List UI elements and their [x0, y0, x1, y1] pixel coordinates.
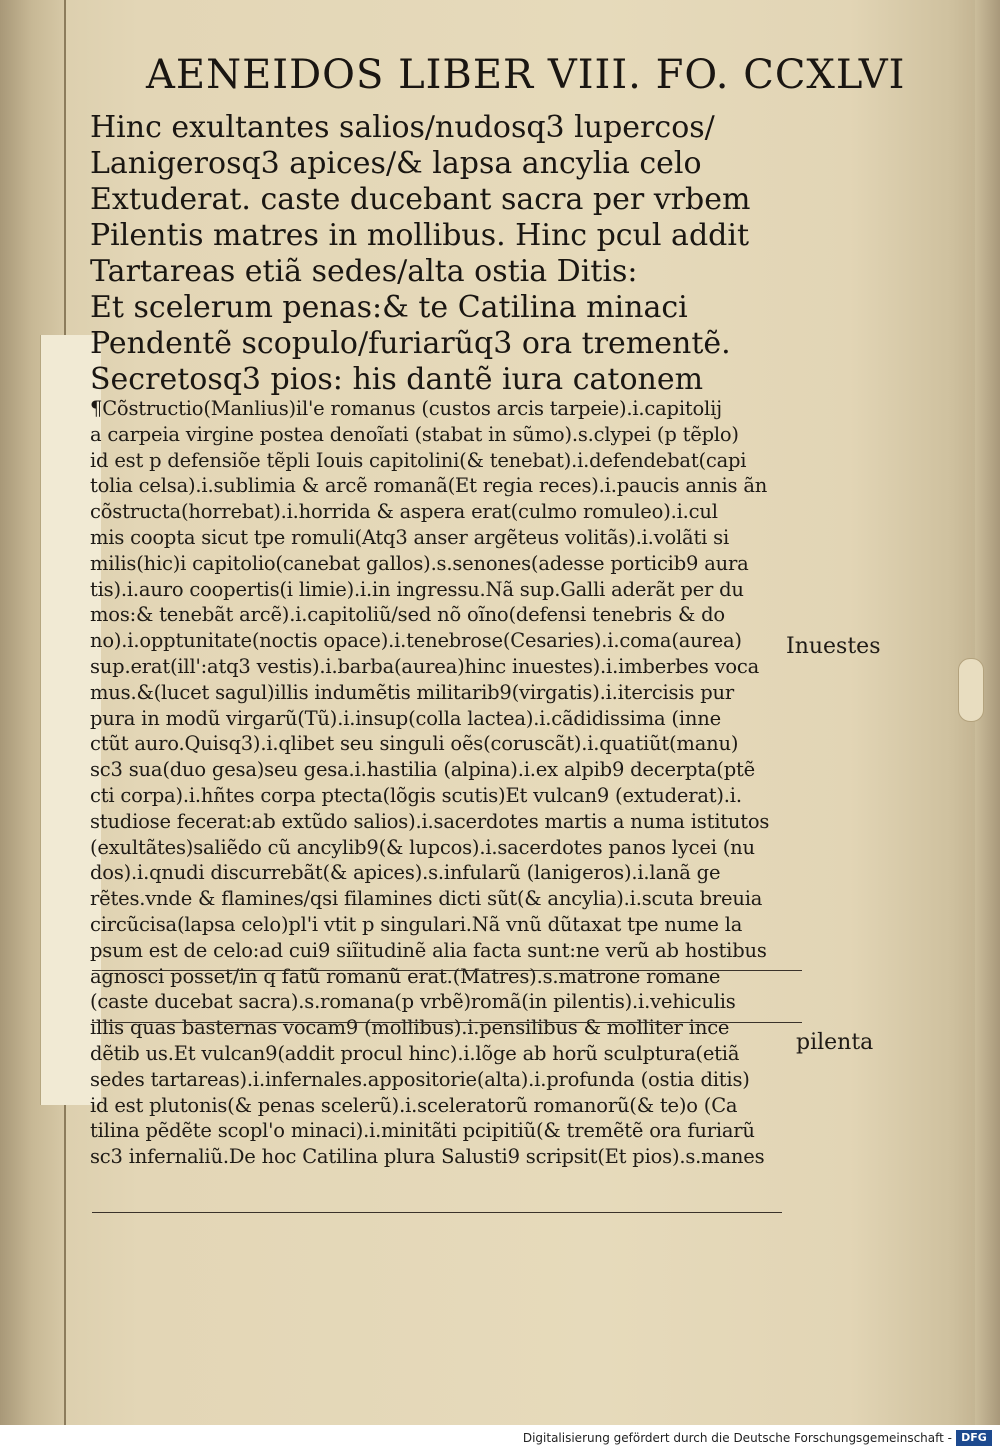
- commentary-line: no).i.opptunitate(noctis opace).i.tenebrose(Cesaries).i.coma(aurea): [90, 629, 742, 653]
- verse-line: Et scelerum penas:& te Catilina minaci: [90, 290, 688, 325]
- margin-note-pilenta: pilenta: [796, 1030, 874, 1055]
- commentary-line: rẽtes.vnde & flamines/qsi filamines dicti sũt(& ancylia).i.scuta breuia: [90, 887, 763, 911]
- running-header: AENEIDOS LIBER VIII. FO. CCXLVI: [146, 52, 906, 98]
- verse-line: Pendentẽ scopulo/furiarũq3 ora trementẽ.: [90, 326, 731, 361]
- commentary-line: id est p defensiõe tẽpli Iouis capitolini(& tenebat).i.defendebat(capi: [90, 448, 747, 472]
- footer-credit: Digitalisierung gefördert durch die Deutsche Forschungsgemeinschaft -: [522, 1431, 952, 1445]
- commentary-line: dos).i.qnudi discurrebãt(& apices).s.infularũ (lanigeros).i.lanã ge: [90, 861, 721, 885]
- verse-block: [90, 110, 751, 398]
- commentary-line: a carpeia virgine postea denoĩati (stabat in sũmo).s.clypei (p tẽplo): [90, 422, 739, 446]
- commentary-line: tis).i.auro coopertis(i limie).i.in ingressu.Nã sup.Galli aderãt per du: [90, 577, 744, 601]
- commentary-line: studiose fecerat:ab extũdo salios).i.sacerdotes martis a numa istitutos: [90, 809, 770, 833]
- commentary-line: mis coopta sicut tpe romuli(Atq3 anser argẽteus volitãs).i.volãti si: [90, 525, 729, 549]
- commentary-line: sc3 infernaliũ.De hoc Catilina plura Salusti9 scripsit(Et pios).s.manes: [90, 1145, 765, 1169]
- underline-rule: [92, 970, 802, 971]
- margin-note-inuestes: Inuestes: [786, 634, 881, 659]
- commentary-line: illis quas basternas vocam9 (mollibus).i.pensilibus & molliter ince: [90, 1016, 730, 1040]
- underline-rule: [92, 1022, 802, 1023]
- commentary-line: tolia celsa).i.sublimia & arcẽ romanã(Et regia reces).i.paucis annis ãn: [90, 474, 768, 498]
- commentary-line: psum est de celo:ad cui9 siĩitudinẽ alia facta sunt:ne verũ ab hostibus: [90, 938, 767, 962]
- commentary-line: tilina pẽdẽte scopl'o minaci).i.minitãti pcipitiũ(& tremẽtẽ ora furiarũ: [90, 1119, 755, 1143]
- commentary-line: sc3 sua(duo gesa)seu gesa.i.hastilia (alpina).i.ex alpib9 decerpta(ptẽ: [90, 758, 755, 782]
- commentary-line: sup.erat(ill':atq3 vestis).i.barba(aurea)hinc inuestes).i.imberbes voca: [90, 654, 760, 678]
- commentary-line: milis(hic)i capitolio(canebat gallos).s.senones(adesse porticib9 aura: [90, 551, 749, 575]
- underline-rule: [92, 1212, 782, 1213]
- commentary-line: dẽtib us.Et vulcan9(addit procul hinc).i.lõge ab horũ sculptura(etiã: [90, 1041, 740, 1065]
- dfg-logo: DFG: [956, 1430, 992, 1446]
- commentary-line: sedes tartareas).i.infernales.appositorie(alta).i.profunda (ostia ditis): [90, 1067, 750, 1091]
- commentary-line: pura in modũ virgarũ(Tũ).i.insup(colla lactea).i.cãdidissima (inne: [90, 706, 721, 730]
- verse-line: Tartareas etiã sedes/alta ostia Ditis:: [90, 254, 638, 289]
- page-tab-marker: [958, 658, 984, 722]
- commentary-line: (exultãtes)saliẽdo cũ ancylib9(& lupcos).i.sacerdotes panos lycei (nu: [90, 835, 755, 859]
- verse-line: Extuderat. caste ducebant sacra per vrbem: [90, 182, 751, 217]
- commentary-line: mos:& tenebãt arcẽ).i.capitoliũ/sed nõ oĩno(defensi tenebris & do: [90, 603, 725, 627]
- verse-line: Hinc exultantes salios/nudosq3 lupercos/: [90, 110, 715, 145]
- verse-line: Lanigerosq3 apices/& lapsa ancylia celo: [90, 146, 702, 181]
- verse-line: Pilentis matres in mollibus. Hinc pcul addit: [90, 218, 750, 253]
- verse-line: Secretosq3 pios: his dantẽ iura catonem: [90, 362, 704, 397]
- commentary-line: ctũt auro.Quisq3).i.qlibet seu singuli oẽs(coruscãt).i.quatiũt(manu): [90, 732, 739, 756]
- commentary-line: cti corpa).i.hñtes corpa ptecta(lõgis scutis)Et vulcan9 (extuderat).i.: [90, 783, 742, 807]
- commentary-block: [90, 396, 790, 1170]
- footer-bar: [0, 1425, 1000, 1452]
- commentary-line: circũcisa(lapsa celo)pl'i vtit p singulari.Nã vnũ dũtaxat tpe nume la: [90, 912, 743, 936]
- commentary-line: agnosci posset/in q fatũ romanũ erat.(Matres).s.matrone romane: [90, 964, 721, 988]
- commentary-line: mus.&(lucet sagul)illis indumẽtis militarib9(virgatis).i.itercisis pur: [90, 680, 734, 704]
- commentary-line: ¶Cõstructio(Manlius)il'e romanus (custos arcis tarpeie).i.capitolij: [90, 397, 722, 420]
- commentary-line: id est plutonis(& penas scelerũ).i.sceleratorũ romanorũ(& te)o (Ca: [90, 1093, 738, 1117]
- commentary-line: cõstructa(horrebat).i.horrida & aspera erat(culmo romuleo).i.cul: [90, 500, 718, 524]
- commentary-line: (caste ducebat sacra).s.romana(p vrbẽ)romã(in pilentis).i.vehiculis: [90, 990, 736, 1014]
